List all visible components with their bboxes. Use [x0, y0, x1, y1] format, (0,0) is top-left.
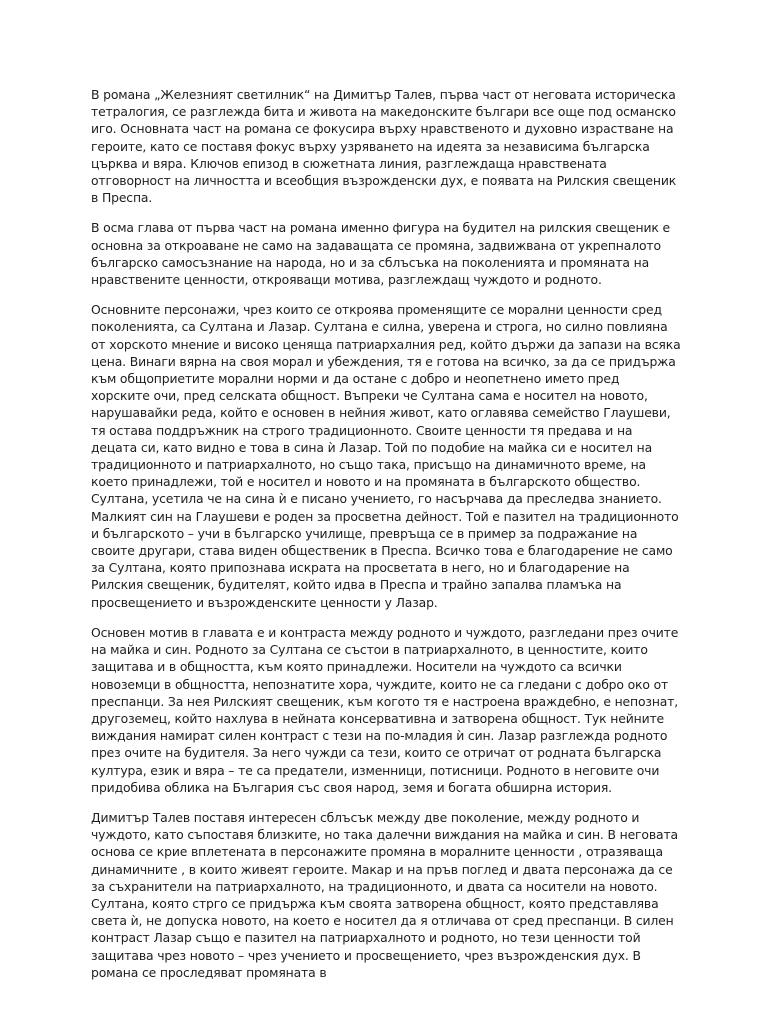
paragraph-2: В осма глава от първа част на романа именно фигура на будител на рилския свещеник е основна за откроаване не само на задаващата се промяна, задвижвана от укрепналото българско самосъзнание на народа, но и за сблъсъка на поколенията и промяната на нравствените ценности, открояващи мотива, разглеждащ чуждото и родното.	[91, 220, 670, 288]
paragraph-5: Димитър Талев поставя интересен сблъсък между две поколение, между родното и чуждото, като съпоставя близките, но така далечни виждания на майка и син. В неговата основа се крие вплетената в персонажите промяна в моралните ценности , отразяваща динамичните , в които живеят героите. Макар и на пръв поглед и двата персонажа да се за съхранители на патриархалното, на традиционното, и двата са носители на новото. Султана, която стргo се придържа към своята затворена общност, която представлява света ѝ, не допуска новото, на което е носител да я отличава от сред преспанци. В силен контраст Лазар също е пазител на патриархалното и родното, но тези ценности той защитава чрез новото – чрез учението и просвещението, чрез възрожденския дух. В романа се проследяват промяната в	[91, 809, 678, 980]
paragraph-1: В романа „Железният светилник“ на Димитър Талев, първа част от неговата историческа тетралогия, се разглежда бита и живота на македонските българи все още под османско иго. Основната част на романа се фокусира върху нравственото и духовно израстване на героите, като се поставя фокус върху узряването на идеята за независима българска църква и вяра. Ключов епизод в сюжетната линия, разглеждаща нравствената отговорност на личността и всеобщия възрожденски дух, е появата на Рилския свещеник в Преспа.	[91, 87, 677, 206]
document-page	[91, 86, 681, 994]
paragraph-3: Основните персонажи, чрез които се откроява променящите се морални ценности сред поколенията, са Султана и Лазар. Султана е силна, уверена и строга, но силно повлияна от хорското мнение и високо ценяща патриархалния ред, който държи да запази на всяка цена. Винаги вярна на своя морал и убеждения, тя е готова на всичко, за да се придържа към общоприетите морални норми и да остане с добро и неопетнено името пред хорските очи, пред селската общност. Въпреки че Султана сама е носител на новото, нарушавайки реда, който е основен в нейния живот, като оглавява семейство Глаушеви, тя остава поддръжник на строго традиционното. Своите ценности тя предава и на децата си, като видно е това в сина ѝ Лазар. Той по подобие на майка си е носител на традиционното и патриархалното, но също така, присъщо на динамичното време, на което принадлежи, той е носител и новото и на промяната в българското общество. Султана, усетила че на сина ѝ е писано учението, го насърчава да преследва знанието. Малкият син на Глаушеви е роден за просветна дейност. Той е пазител на традиционното и българското – учи в българско училище, превръща се в пример за подражание на своите другари, става виден общественик в Преспа. Всичко това е благодарение не само за Султана, която припознава искрата на просветата в него, но и благодарение на Рилския свещеник, будителят, който идва в Преспа и трайно запалва пламъка на просвещението и възрожденските ценности у Лазар.	[91, 302, 681, 610]
paragraph-4: Основен мотив в главата е и контраста между родното и чуждото, разгледани през очите на майка и син. Родното за Султана се състои в патриархалното, в ценностите, които защитава и в общността, към която принадлежи. Носители на чуждото са всички новоземци в общността, непознатите хора, чуждите, които не са гледани с добро око от преспанци. За нея Рилският свещеник, към когото тя е настроена враждебно, е непознат, другоземец, който нахлува в нейната консервативна и затворена общност. Тук нейните виждания намират силен контраст с тези на по-младия ѝ син. Лазар разглежда родното през очите на будителя. За него чужди са тези, които се отричат от родната българска култура, език и вяра – те са предатели, изменници, потисници. Родното в неговите очи придобива облика на България със своя народ, земя и богата обширна история.	[91, 624, 679, 795]
